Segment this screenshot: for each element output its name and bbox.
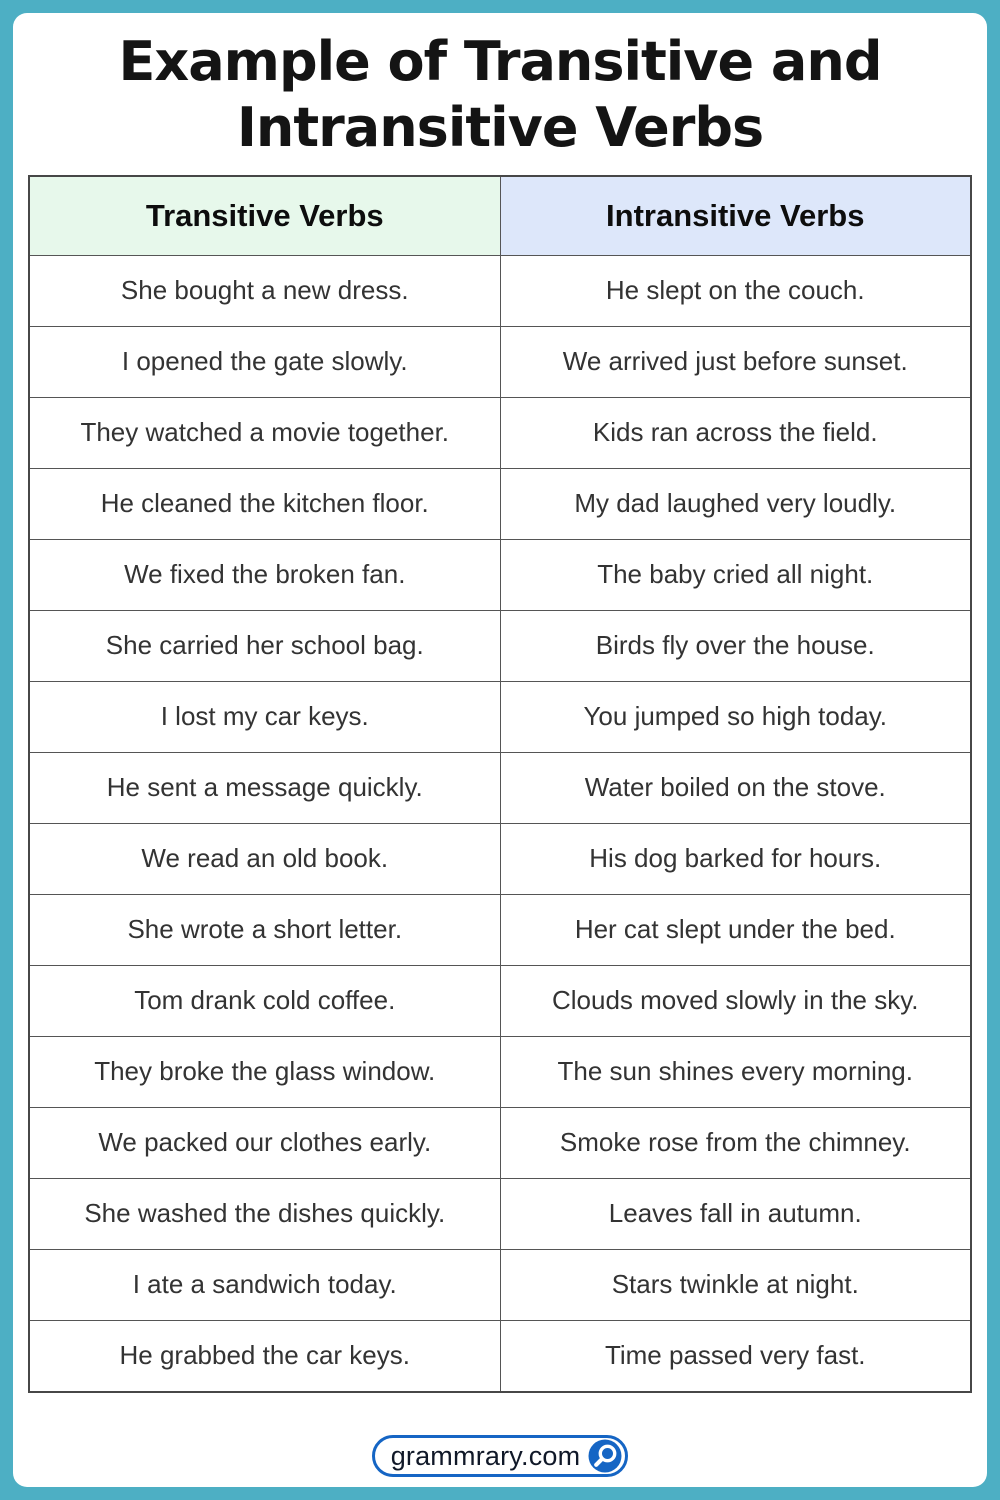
intransitive-cell: Clouds moved slowly in the sky. (500, 965, 971, 1036)
transitive-cell: She wrote a short letter. (29, 894, 500, 965)
intransitive-cell: Smoke rose from the chimney. (500, 1107, 971, 1178)
table-row (29, 1249, 971, 1320)
table-row (29, 326, 971, 397)
poster-page (13, 13, 987, 1487)
footer (13, 1435, 987, 1477)
intransitive-cell: The baby cried all night. (500, 539, 971, 610)
transitive-cell: He grabbed the car keys. (29, 1320, 500, 1392)
table-row (29, 823, 971, 894)
transitive-cell: I ate a sandwich today. (29, 1249, 500, 1320)
brand-text: grammrary.com (390, 1441, 581, 1471)
header-transitive-verbs: Transitive Verbs (29, 176, 500, 256)
header-row (29, 176, 971, 256)
table-row (29, 1178, 971, 1249)
transitive-cell: He sent a message quickly. (29, 752, 500, 823)
intransitive-cell: Water boiled on the stove. (500, 752, 971, 823)
transitive-cell: We fixed the broken fan. (29, 539, 500, 610)
intransitive-cell: Birds fly over the house. (500, 610, 971, 681)
intransitive-cell: Stars twinkle at night. (500, 1249, 971, 1320)
table-row (29, 681, 971, 752)
table-header (29, 176, 971, 256)
intransitive-cell: Her cat slept under the bed. (500, 894, 971, 965)
table-row (29, 610, 971, 681)
header-intransitive-verbs: Intransitive Verbs (500, 176, 971, 256)
intransitive-cell: Kids ran across the field. (500, 397, 971, 468)
transitive-cell: She bought a new dress. (29, 255, 500, 326)
intransitive-cell: You jumped so high today. (500, 681, 971, 752)
table-row (29, 468, 971, 539)
intransitive-cell: The sun shines every morning. (500, 1036, 971, 1107)
table-row (29, 539, 971, 610)
intransitive-cell: Leaves fall in autumn. (500, 1178, 971, 1249)
transitive-cell: I opened the gate slowly. (29, 326, 500, 397)
table-body (29, 255, 971, 1392)
table-row (29, 1107, 971, 1178)
intransitive-cell: His dog barked for hours. (500, 823, 971, 894)
transitive-cell: They broke the glass window. (29, 1036, 500, 1107)
transitive-cell: We packed our clothes early. (29, 1107, 500, 1178)
table-row (29, 1036, 971, 1107)
transitive-cell: They watched a movie together. (29, 397, 500, 468)
intransitive-cell: My dad laughed very loudly. (500, 468, 971, 539)
transitive-cell: He cleaned the kitchen floor. (29, 468, 500, 539)
table-row (29, 397, 971, 468)
table-row (29, 1320, 971, 1392)
table-row (29, 255, 971, 326)
intransitive-cell: We arrived just before sunset. (500, 326, 971, 397)
verbs-table (28, 175, 972, 1393)
search-icon (588, 1439, 622, 1473)
page-title: Example of Transitive and Intransitive Verbs (118, 30, 882, 160)
table-row (29, 894, 971, 965)
brand-badge[interactable] (372, 1435, 629, 1477)
transitive-cell: Tom drank cold coffee. (29, 965, 500, 1036)
intransitive-cell: He slept on the couch. (500, 255, 971, 326)
intransitive-cell: Time passed very fast. (500, 1320, 971, 1392)
transitive-cell: She carried her school bag. (29, 610, 500, 681)
transitive-cell: She washed the dishes quickly. (29, 1178, 500, 1249)
table-row (29, 752, 971, 823)
table-row (29, 965, 971, 1036)
transitive-cell: We read an old book. (29, 823, 500, 894)
transitive-cell: I lost my car keys. (29, 681, 500, 752)
